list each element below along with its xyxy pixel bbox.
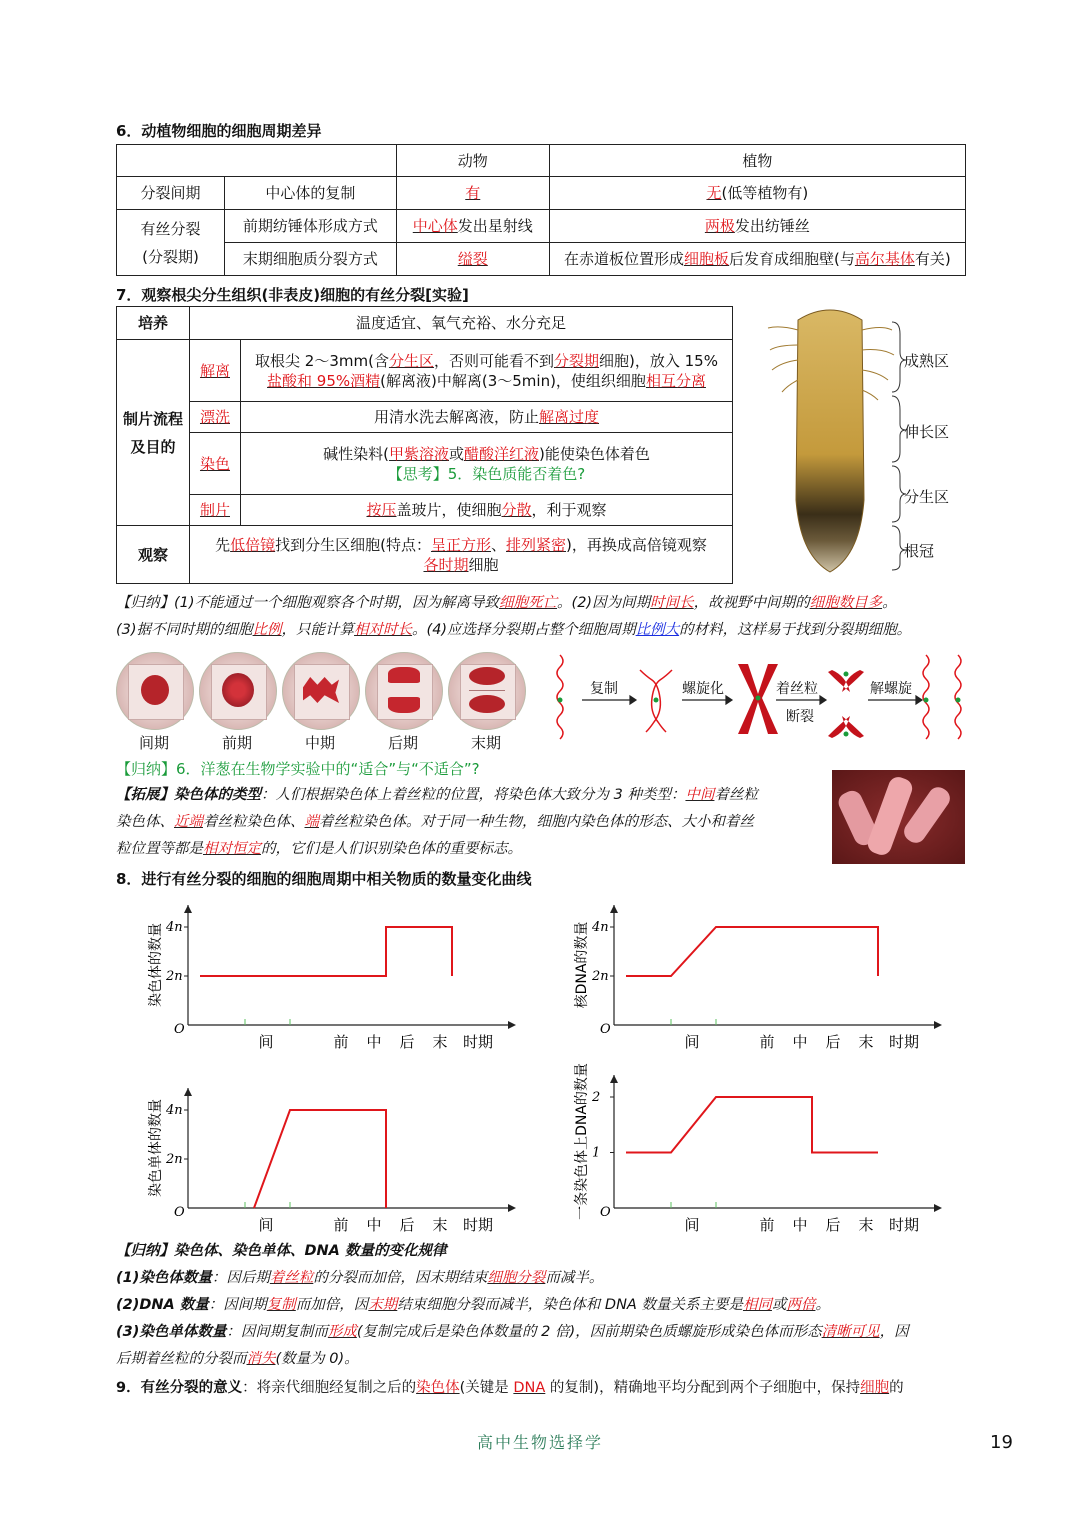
y-axis-arrow <box>184 1088 192 1096</box>
ranse-text-b: 或 <box>448 444 464 463</box>
y-axis-label: 染色单体的数量 <box>148 1099 164 1197</box>
micrograph-prophase <box>199 652 277 730</box>
r2-animal-red: 中心体 <box>412 217 458 235</box>
step-piaoxi: 漂洗 <box>199 408 230 426</box>
y-axis-arrow <box>610 905 618 913</box>
jieli-red-2: 分裂期 <box>553 351 599 370</box>
ranse-red-1: 甲紫溶液 <box>388 444 449 463</box>
y-axis-label: 核DNA的数量 <box>574 921 590 1009</box>
summary-onion: 【归纳】6．洋葱在生物学实验中的“适合”与“不适合”? <box>116 760 480 778</box>
x-tick-label: 间 <box>258 1033 274 1051</box>
step-centromere: 着丝粒 <box>776 681 818 697</box>
r3-plant-b: 后发育成细胞壁(与 <box>729 250 855 268</box>
stage-label-interphase: 间期 <box>138 734 169 752</box>
root-label-elongation: 伸长区 <box>904 423 950 441</box>
obs-text-b: 找到分生区细胞(特点： <box>275 535 431 554</box>
origin-label: O <box>174 1205 185 1220</box>
x-tick-label: 中 <box>792 1216 808 1234</box>
obs-text-a: 先 <box>215 535 231 554</box>
summary1-line2: (3)据不同时期的细胞比例，只能计算相对时长。(4)应选择分裂期占整个细胞周期比例大的材料，这样易于找到分裂期细胞。 <box>116 622 912 638</box>
summary2-p1: (1)染色体数量：因后期着丝粒的分裂而加倍，因末期结束细胞分裂而减半。 <box>116 1270 604 1286</box>
step-ranse: 染色 <box>199 454 230 473</box>
footer-title: 高中生物选择学 <box>476 1433 603 1452</box>
y-axis-arrow <box>184 905 192 913</box>
x-tick-label: 间 <box>258 1216 274 1234</box>
y-tick-label: 2 <box>592 1090 601 1105</box>
jieli-red-4: 相互分离 <box>645 371 706 390</box>
sec8-title: 8．进行有丝分裂的细胞的细胞周期中相关物质的数量变化曲线 <box>116 870 532 888</box>
r3-plant-red2: 高尔基体 <box>854 250 915 268</box>
y-axis-label: 染色体的数量 <box>148 923 164 1007</box>
obs-text-c: 、 <box>491 535 507 554</box>
x-tick-label: 前 <box>759 1033 775 1051</box>
r1-item: 中心体的复制 <box>225 177 397 210</box>
x-tick-label: 末 <box>432 1033 448 1051</box>
chart-chromosome-count <box>140 885 520 1055</box>
series-line <box>200 927 452 976</box>
x-tick-label: 末 <box>858 1033 874 1051</box>
x-tick-label: 末 <box>858 1216 874 1234</box>
r1-plant-rest: (低等植物有) <box>721 184 809 202</box>
y-axis-label: 一条染色体上DNA的数量 <box>574 1063 590 1220</box>
zhipian-text-a: 盖玻片，使细胞 <box>396 501 502 519</box>
ranse-red-2: 醋酸洋红液 <box>464 444 540 463</box>
r3-plant-red1: 细胞板 <box>684 250 730 268</box>
step-spiral: 螺旋化 <box>682 681 724 697</box>
zhipian-text-b: ，利于观察 <box>531 501 607 519</box>
y-axis-arrow <box>610 1075 618 1083</box>
x-tick-label: 后 <box>399 1216 415 1234</box>
x-tick-label: 中 <box>792 1033 808 1051</box>
x-tick-label: 前 <box>759 1216 775 1234</box>
obs-red-3: 排列紧密 <box>506 535 567 554</box>
r1-animal: 有 <box>465 184 481 202</box>
jieli-text-2a: (解离液)中解离(3～5min)，使组织细胞 <box>380 371 646 390</box>
x-tick-label: 中 <box>366 1216 382 1234</box>
cell-cycle-table <box>116 144 966 276</box>
y-tick-label: 2n <box>166 969 183 984</box>
obs-label: 观察 <box>117 526 190 584</box>
chart-chromatid-count <box>140 1068 520 1238</box>
root-label-maturation: 成熟区 <box>904 352 950 370</box>
col-plant: 植物 <box>549 145 965 177</box>
x-tick-label: 后 <box>399 1033 415 1051</box>
culture-text: 温度适宜、氧气充裕、水分充足 <box>190 307 733 340</box>
stage-label-anaphase: 后期 <box>387 734 418 752</box>
obs-text-e: 细胞 <box>468 555 499 574</box>
x-tick-label: 后 <box>825 1033 841 1051</box>
series-line <box>626 1097 878 1153</box>
x-axis-label: 时期 <box>888 1033 920 1051</box>
experiment-table <box>116 306 733 584</box>
series-line <box>254 1110 386 1208</box>
obs-red-4: 各时期 <box>423 555 469 574</box>
y-tick-label: 4n <box>166 920 183 935</box>
ranse-text-a: 碱性染料( <box>323 444 389 463</box>
step-replicate: 复制 <box>590 681 618 697</box>
expand-line1: 【拓展】染色体的类型：人们根据染色体上着丝粒的位置，将染色体大致分为 3 种类型：中间着丝粒 <box>116 787 758 803</box>
x-axis-label: 时期 <box>888 1216 920 1234</box>
y-tick-label: 4n <box>592 920 609 935</box>
step-zhipian: 制片 <box>199 501 230 519</box>
flow-label-a: 制片流程 <box>123 409 184 428</box>
step-unspiral: 解螺旋 <box>870 681 912 697</box>
culture-label: 培养 <box>117 307 190 340</box>
micrograph-interphase <box>116 652 194 730</box>
obs-red-1: 低倍镜 <box>230 535 276 554</box>
x-tick-label: 前 <box>333 1033 349 1051</box>
sec7-title: 7．观察根尖分生组织(非表皮)细胞的有丝分裂[实验] <box>116 286 469 304</box>
expand-line2: 染色体、近端着丝粒染色体、端着丝粒染色体。对于同一种生物，细胞内染色体的形态、大小和着丝 <box>116 814 754 830</box>
x-axis-arrow <box>508 1204 516 1212</box>
stage-label-metaphase: 中期 <box>304 734 335 752</box>
r2-stage-a: 有丝分裂 <box>140 219 201 238</box>
series-line <box>626 927 878 976</box>
sec6-title: 6．动植物细胞的细胞周期差异 <box>116 122 322 140</box>
jieli-text-1a: 取根尖 2～3mm(含 <box>255 351 389 370</box>
stage-label-telophase: 末期 <box>470 734 501 752</box>
obs-text-d: )，再换成高倍镜观察 <box>566 535 707 554</box>
ranse-text-c: )能使染色体着色 <box>539 444 650 463</box>
chromosome-photo <box>832 770 965 864</box>
r3-animal: 缢裂 <box>457 250 488 268</box>
y-tick-label: 2n <box>592 969 609 984</box>
micrograph-telophase <box>448 652 526 730</box>
jieli-red-1: 分生区 <box>388 351 434 370</box>
x-axis-label: 时期 <box>462 1033 494 1051</box>
think-question-5: 【思考】5．染色质能否着色? <box>387 464 586 483</box>
r2-animal-rest: 发出星射线 <box>457 217 533 235</box>
origin-label: O <box>174 1022 185 1037</box>
micrograph-anaphase <box>365 652 443 730</box>
y-tick-label: 2n <box>166 1152 183 1167</box>
step-split: 断裂 <box>786 709 814 725</box>
r2-stage-b: (分裂期) <box>142 247 199 266</box>
r3-plant-a: 在赤道板位置形成 <box>564 250 685 268</box>
summary2-p4: 后期着丝粒的分裂而消失(数量为 0)。 <box>116 1351 359 1367</box>
r1-stage: 分裂间期 <box>117 177 225 210</box>
summary2-p2: (2)DNA 数量：因间期复制而加倍，因末期结束细胞分裂而减半，染色体和 DNA 数量关系主要是相同或两倍。 <box>116 1297 830 1313</box>
x-axis-arrow <box>508 1021 516 1029</box>
x-axis-arrow <box>934 1204 942 1212</box>
expand-line3: 粒位置等都是相对恒定的，它们是人们识别染色体的重要标志。 <box>116 841 522 857</box>
jieli-text-1c: 细胞)，放入 15% <box>599 351 718 370</box>
stage-label-prophase: 前期 <box>221 734 252 752</box>
piaoxi-red: 解离过度 <box>539 408 600 426</box>
piaoxi-text: 用清水洗去解离液，防止 <box>373 408 539 426</box>
col-animal: 动物 <box>396 145 549 177</box>
step-jieli: 解离 <box>199 361 230 380</box>
micrograph-metaphase <box>282 652 360 730</box>
flow-label-b: 及目的 <box>130 437 176 456</box>
obs-red-2: 呈正方形 <box>430 535 491 554</box>
page-number: 19 <box>990 1432 1013 1453</box>
jieli-red-3: 盐酸和 95%酒精 <box>267 371 381 390</box>
x-tick-label: 中 <box>366 1033 382 1051</box>
x-axis-label: 时期 <box>462 1216 494 1234</box>
chromosome-change-diagram <box>550 650 970 750</box>
r2-plant-red: 两极 <box>704 217 735 235</box>
sec9-paragraph: 9．有丝分裂的意义：将亲代细胞经复制之后的染色体(关键是 DNA 的复制)，精确地平均分配到两个子细胞中，保持细胞的 <box>116 1380 904 1396</box>
r1-plant-red: 无 <box>706 184 722 202</box>
zhipian-red-2: 分散 <box>501 501 532 519</box>
x-tick-label: 后 <box>825 1216 841 1234</box>
x-axis-arrow <box>934 1021 942 1029</box>
chart-dna-per-chromosome <box>566 1055 946 1238</box>
jieli-text-1b: ，否则可能看不到 <box>433 351 554 370</box>
x-tick-label: 间 <box>684 1033 700 1051</box>
root-label-cap: 根冠 <box>904 542 935 560</box>
origin-label: O <box>600 1022 611 1037</box>
summary2-p3: (3)染色单体数量：因间期复制而形成(复制完成后是染色体数量的 2 倍)，因前期染色质螺旋形成染色体而形态清晰可见，因 <box>116 1324 909 1340</box>
chart-nuclear-dna-count <box>566 885 946 1055</box>
r2-item: 前期纺锤体形成方式 <box>225 210 397 243</box>
y-tick-label: 1 <box>592 1145 601 1161</box>
r2-plant-rest: 发出纺锤丝 <box>734 217 810 235</box>
x-tick-label: 间 <box>684 1216 700 1234</box>
origin-label: O <box>600 1205 611 1220</box>
root-label-meristem: 分生区 <box>904 488 950 506</box>
x-tick-label: 末 <box>432 1216 448 1234</box>
r3-plant-c: 有关) <box>914 250 951 268</box>
zhipian-red-1: 按压 <box>366 501 397 519</box>
y-tick-label: 4n <box>166 1103 183 1118</box>
summary1-line1: 【归纳】(1)不能通过一个细胞观察各个时期，因为解离导致细胞死亡。(2)因为间期时间长，故视野中间期的细胞数目多。 <box>116 595 897 611</box>
r3-item: 末期细胞质分裂方式 <box>225 243 397 276</box>
x-tick-label: 前 <box>333 1216 349 1234</box>
summary2-title: 【归纳】染色体、染色单体、DNA 数量的变化规律 <box>116 1243 447 1259</box>
